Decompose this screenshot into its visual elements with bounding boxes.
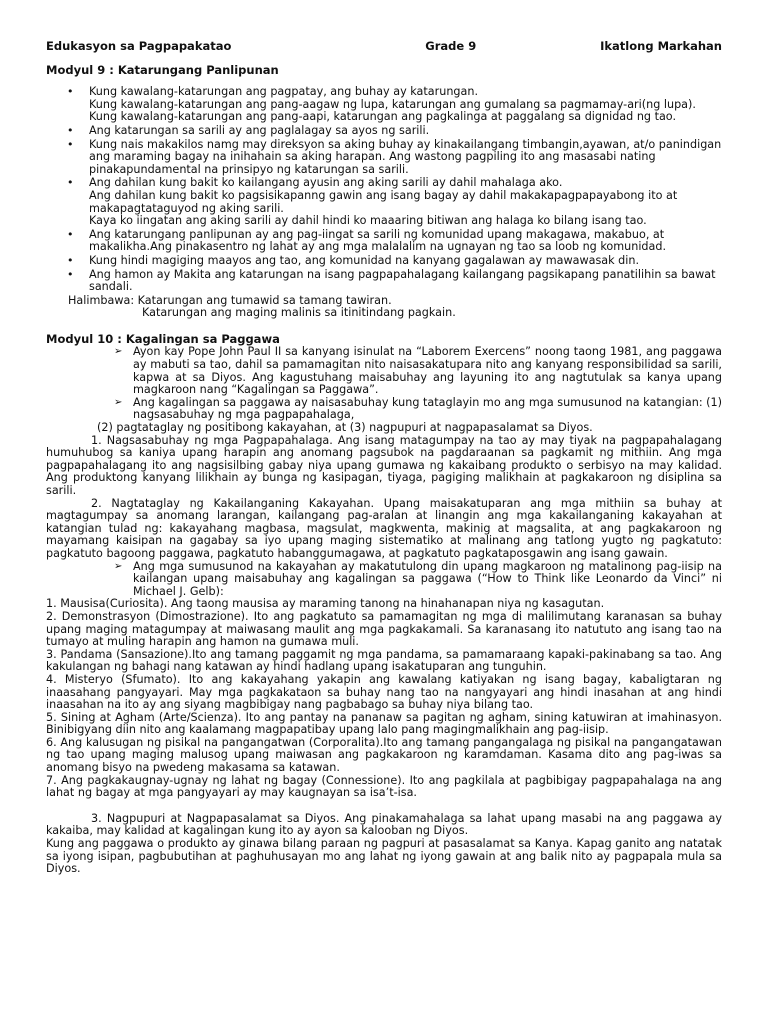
example-line: Halimbawa: Katarungan ang tumawid sa tamang tawiran. (68, 293, 392, 307)
paragraph-text: 3. Nagpupuri at Nagpapasalamat sa Diyos. Ang pinakamahalaga sa lahat upang masabi na ang paggawa ay kakaiba, may kalidad at kagalingan kung ito ay ayon sa kalooban ng Diyos. (46, 811, 722, 838)
bullet-item: • Kung nais makakilos namg may direksyon sa aking buhay ay kinakailangang timbangin,ayawan, at/o panindigan ang maraming bagay na inihahain sa aking harapan. Ang wastong pagpiling ito ang masasabi nating pinakapundamental na prinsipyo ng katarungan sa sarili. (89, 139, 722, 177)
bullet-line: Kaya ko iingatan ang aking sarili ay dahil hindi ko maaaring bitiwan ang halaga ko bilang isang tao. (89, 214, 647, 228)
bullet-line: • Kung kawalang-katarungan ang pagpatay, ang buhay ay katarungan. (89, 85, 479, 99)
arrow-text: Ang kagalingan sa paggawa ay naisasabuhay kung tataglayin mo ang mga sumusunod na katangian: (1) nagsasabuhay ng mga pagpapahalaga, (133, 395, 722, 422)
paragraph-3 (46, 813, 722, 838)
arrow-text: Ang mga sumusunod na kakayahan ay makatutulong din upang magkaroon ng matalinong pag-iisip na kailangan upang maisabuhay ang kagalingan sa paggawa (“How to Think like Leonardo da Vinci” ni Michael J. Gelb): (133, 559, 722, 598)
bullet-item: • Ang katarungan sa sarili ay ang paglalagay sa ayos ng sarili. (89, 125, 722, 138)
bullet-item (89, 86, 722, 124)
skill-item: 4. Misteryo (Sfumato). Ito ang kakayahang yakapin ang kawalang katiyakan ng isang bagay, kabaligtaran ng inaasahang pangyayari. May mga pagkakataon sa buhay nang tao na nangyayari ang hindi inasahan at ang hindi inaasahan na ito ay ang siyang magbibigay nang pagbabago sa buhay niya bilang tao. (46, 672, 722, 712)
bullet-line: Kung kawalang-katarungan ang pang-aapi, katarungan ang pagkalinga at paggalang sa dignidad ng tao. (89, 110, 677, 124)
skill-item: 5. Sining at Agham (Arte/Scienza). Ito ang pantay na pananaw sa pagitan ng agham, sining katuwiran at imahinasyon. Binibigyang diin nito ang kaalamang magpapatibay upang lalo pang magingmalikhain ang pag-iisip. (46, 710, 722, 737)
bullet-line: Kung kawalang-katarungan ang pang-aagaw ng lupa, katarungan ang gumalang sa pagmamay-ari(ng lupa). (89, 97, 696, 111)
paragraph-1 (46, 435, 722, 498)
skill-item: 1. Mausisa(Curiosita). Ang taong mausisa ay maraming tanong na hinahanapan niya ng kasagutan. (46, 597, 605, 611)
bullet-line: • Ang dahilan kung bakit ko kailangang ayusin ang aking sarili ay dahil mahalaga ako. (89, 176, 563, 190)
module-9-bullet-list (46, 86, 722, 294)
bullet-item: • Ang katarungang panlipunan ay ang pag-iingat sa sarili ng komunidad upang makagawa, makabuo, at makalikha.Ang pinakasentro ng lahat ay ang mga malalalim na ugnayan ng tao sa loob ng komunidad. (89, 229, 722, 254)
page-header (46, 40, 722, 53)
quarter-label: Ikatlong Markahan (600, 39, 722, 53)
arrow-paragraph (46, 561, 722, 599)
bullet-line: Ang dahilan kung bakit ko pagsisikapanng gawin ang isang bagay ay dahil makakapagpapayabong ito at makapagtataguyod ng aking sarili. (89, 188, 678, 215)
arrow-continuation: (2) pagtataglay ng positibong kakayahan, at (3) nagpupuri at nagpapasalamat sa Diyos. (97, 421, 593, 435)
paragraph-text: 1. Nagsasabuhay ng mga Pagpapahalaga. Ang isang matagumpay na tao ay may tiyak na pagpapahalagang humuhubog sa kaniya upang harapin ang anomang pagsubok na pagdaraanan sa pagkamit ng mithiin. Ang mga pagpapahalagang ito ang nagsisilbing gabay niya upang gumawa ng kakaibang produkto o serbisyo na may kalidad. Ang produktong kanyang lilikhain ay bunga ng kasipagan, tiyaga, pagiging malikhain at pagkakaroon ng disiplina sa sarili. (46, 433, 722, 497)
intro-paragraph (46, 346, 722, 396)
bullet-item (89, 177, 722, 227)
paragraph-2 (46, 498, 722, 561)
arrow-bullet-icon: ➢ (114, 396, 123, 408)
module-9-title: Modyul 9 : Katarungang Panlipunan (46, 62, 279, 77)
paragraph-text: 2. Nagtataglay ng Kakailanganing Kakayahan. Upang maisakatuparan ang mga mithiin sa buhay at magtagumpay sa anomang larangan, kailangang pag-aralan at linangin ang mga kakailanganing kakayahan at katangian tulad ng: kakayahang magbasa, magsulat, magkwenta, makinig at magsalita, at ang pagkakaroon ng mayamang kaisipan na gagabay sa iyo upang maging sistematiko at malinang ang tatlong yugto ng pagkatuto: pagkatuto bagoong paggawa, pagkatuto habanggumagawa, at pagkatuto pagkataposgawin ang isang gawain. (46, 496, 722, 560)
intro-text: Ayon kay Pope John Paul II sa kanyang isinulat na “Laborem Exercens” noong taong 1981, ang paggawa ay mabuti sa tao, dahil sa pamamagitan nito naisasakatupara nito ang kanyang responsibilidad sa sarili, kapwa at sa Diyos. Ang kagustuhang maisabuhay ang layuning ito ang nagtutulak sa kanya upang magkaroon nang “Kagalingan sa Paggawa”. (133, 345, 722, 397)
module-10-title: Modyul 10 : Kagalingan sa Paggawa (46, 331, 280, 346)
example-line: Katarungan ang maging malinis sa itinitindang pagkain. (142, 306, 456, 320)
bullet-item: • Kung hindi magiging maayos ang tao, ang komunidad na kanyang gagalawan ay mawawasak din. (89, 255, 722, 268)
skill-item: 3. Pandama (Sansazione).Ito ang tamang paggamit ng mga pandama, sa pamamaraang kapaki-pakinabang sa tao. Ang kakulangan ng bahagi nang katawan ay hindi hadlang upang isakatuparan ang tunguhin. (46, 647, 722, 674)
skill-item: 7. Ang pagkakaugnay-ugnay ng lahat ng bagay (Connessione). Ito ang pagkilala at pagbibigay pagpapahalaga na ang lahat ng bagay at mga pangyayari ay may kaugnayan sa isa’t-isa. (46, 773, 722, 800)
arrow-bullet-icon: ➢ (114, 560, 123, 572)
skill-item: 6. Ang kalusugan ng pisikal na pangangatwan (Corporalita).Ito ang tamang pangangalaga ng pisikal na pangangatawan ng tao upang maging malusog upang maiwasan ang pagkakaroon ng karamdaman. Kasama dito ang pag-iwas sa anomang bisyo na pwedeng makasama sa katawan. (46, 735, 722, 775)
subject-label: Edukasyon sa Pagpapakatao (46, 39, 232, 53)
grade-label: Grade 9 (425, 39, 477, 53)
skills-list (46, 598, 722, 800)
arrow-paragraph (46, 397, 722, 422)
skill-item: 2. Demonstrasyon (Dimostrazione). Ito ang pagkatuto sa pamamagitan ng mga di malilimutang karanasan sa buhay upang maging matagumpay at maiwasang maulit ang mga pagkakamali. Sa karanasang ito natututo ang isang tao na tumayo at muling harapin ang hamon na gumawa muli. (46, 609, 722, 649)
arrow-bullet-icon: ➢ (114, 346, 123, 358)
bullet-item: • Ang hamon ay Makita ang katarungan na isang pagpapahalagang kailangang pagsikapang panatilihin sa bawat sandali. (89, 269, 722, 294)
paragraph-3-continuation: Kung ang paggawa o produkto ay ginawa bilang paraan ng pagpuri at pasasalamat sa Kanya. Kapag ganito ang natatak sa iyong isipan, pagbubutihan at paghuhusayan mo ang lahat ng iyong gawain at ang balik nito ay pagpapala mula sa Diyos. (46, 837, 722, 876)
